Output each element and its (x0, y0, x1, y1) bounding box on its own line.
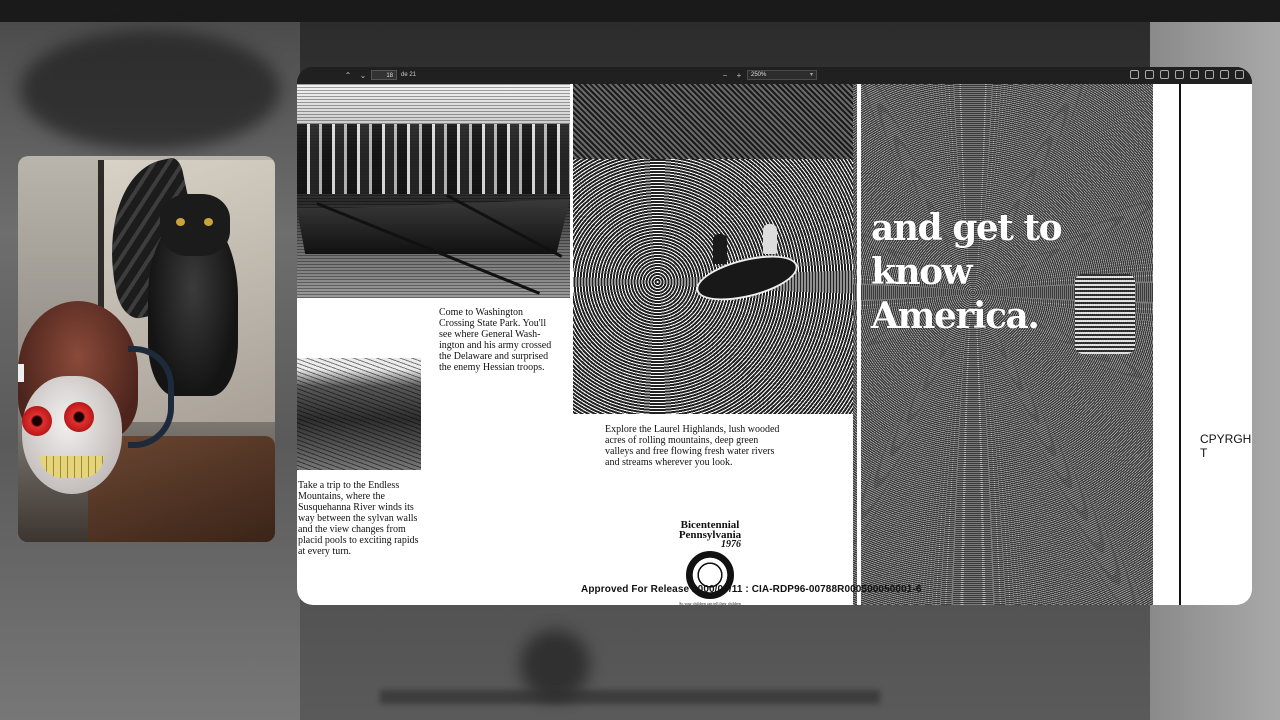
caption-washington-crossing: Come to Washington Crossing State Park. You'll see where General Wash-ington and his army crossed the Delaware and surprised the enemy Hessian troops. (439, 307, 552, 373)
save-icon[interactable] (1235, 70, 1244, 79)
logo-year: 1976 (721, 539, 741, 550)
zoom-out-button[interactable]: − (722, 71, 728, 80)
photo-canoe (692, 247, 802, 309)
zoom-select[interactable] (747, 70, 817, 80)
chevron-down-icon: ▾ (809, 72, 813, 78)
logo-line-1: Bicentennial (680, 519, 740, 531)
mask-eye-left (22, 406, 52, 436)
zoom-value: 250% (751, 72, 767, 78)
next-page-strip (1153, 84, 1252, 605)
print-icon[interactable] (1220, 70, 1229, 79)
previous-page-button[interactable]: ⌃ (344, 71, 352, 80)
draw-icon[interactable] (1160, 70, 1169, 79)
page-total-label: de 21 (401, 72, 417, 78)
zoom-in-button[interactable]: + (736, 71, 742, 80)
background-crowd-blur (20, 30, 280, 150)
photo-endless-mountains (297, 358, 421, 470)
copyright-fragment: CPYRGHT (1200, 432, 1252, 460)
background-text-blur (380, 690, 880, 704)
headline-line-1: and get to know (871, 207, 1062, 293)
painting-cat-eye-right (204, 218, 213, 226)
pdf-page (297, 84, 1252, 605)
next-page-edge (1179, 84, 1181, 605)
background-top-bar (0, 0, 1280, 22)
logo-tagline: So your children can tell their children (679, 601, 741, 605)
release-stamp: Approved For Release 2000/09/11 : CIA-RDP96-00788R000500050001-6 (581, 584, 922, 595)
text-icon[interactable] (1175, 70, 1184, 79)
pdf-toolbar (297, 67, 1252, 84)
caption-endless-mountains: Take a trip to the Endless Mountains, where the Susquehanna River winds its way between the sylvan walls and the view changes from placid pools to exciting rapids at every turn. (298, 480, 419, 557)
highlight-icon[interactable] (1145, 70, 1154, 79)
ad-headline (871, 206, 1151, 338)
photo-washington-crossing (297, 84, 570, 298)
photo-laurel-highlands (573, 84, 855, 414)
photo-paddler (713, 234, 727, 264)
painting-cat-head (160, 194, 230, 256)
logo-line-2: Pennsylvania (678, 529, 742, 541)
image-icon[interactable] (1205, 70, 1214, 79)
headline-line-2: America. (871, 295, 1039, 337)
webcam-overlay (18, 156, 275, 542)
mask-eye-right (64, 402, 94, 432)
photo-paddler (763, 224, 777, 254)
page-number-input[interactable]: 18 (371, 70, 397, 80)
caption-laurel-highlands: Explore the Laurel Highlands, lush wooded acres of rolling mountains, deep green valleys and free flowing fresh water rivers and streams wherever you look. (605, 424, 780, 468)
photo-forest (573, 84, 855, 159)
webcam-edge-marker (18, 364, 24, 382)
page-divider (857, 84, 861, 605)
edit-icon[interactable] (1190, 70, 1199, 79)
pdf-viewer-window (297, 67, 1252, 605)
next-page-button[interactable]: ⌄ (359, 71, 367, 80)
toolbar-tools (1130, 70, 1244, 81)
comment-icon[interactable] (1130, 70, 1139, 79)
photo-boat-hull (297, 199, 570, 254)
painting-cat-eye-left (176, 218, 185, 226)
photo-soldiers (297, 124, 570, 194)
